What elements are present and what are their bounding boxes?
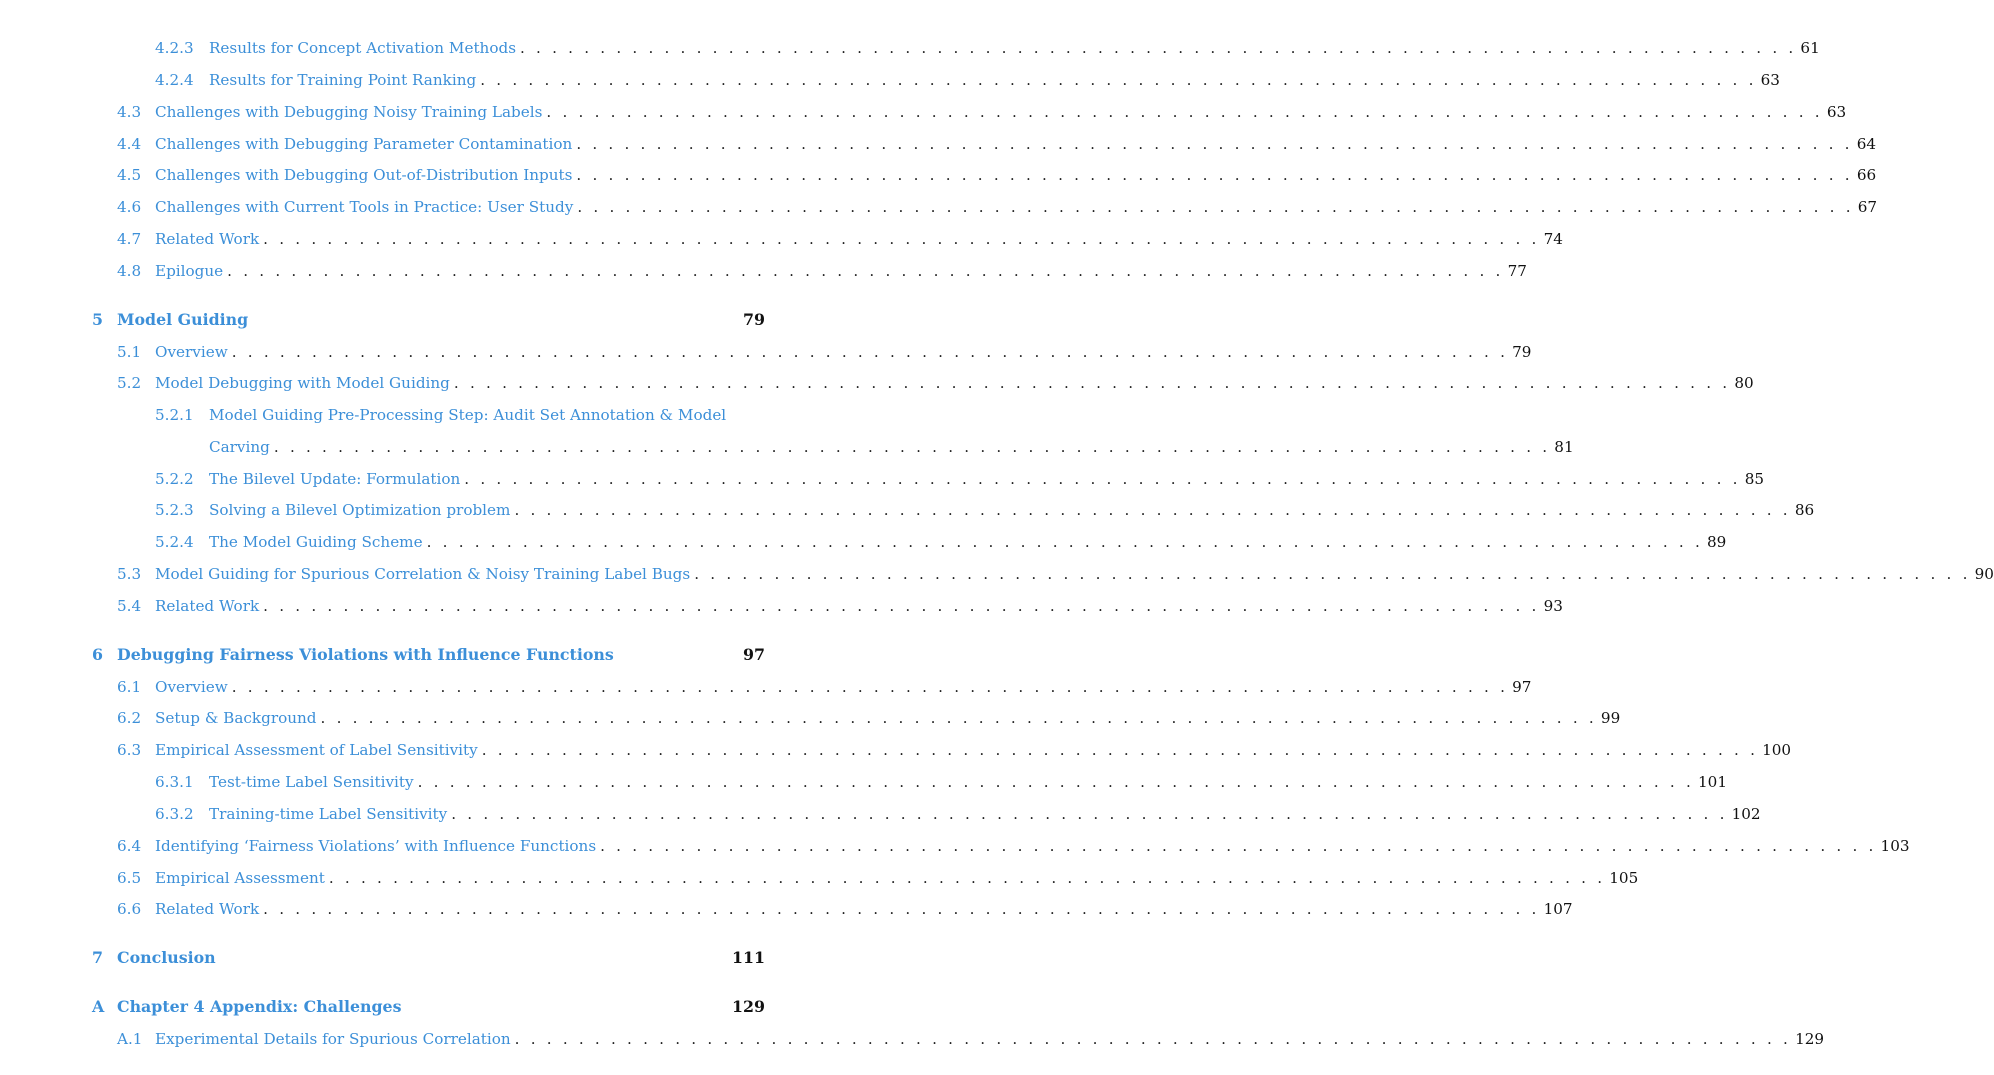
page-number: 63 bbox=[1826, 103, 1847, 121]
entry-number: 4.2.4 bbox=[155, 71, 194, 89]
toc-chapter-entry[interactable] bbox=[92, 310, 765, 330]
page-number: 111 bbox=[732, 948, 765, 967]
entry-title[interactable]: Identifying ‘Fairness Violations’ with Influence Functions bbox=[155, 837, 597, 855]
entry-title[interactable]: Related Work bbox=[155, 900, 260, 918]
entry-number: 5.2.4 bbox=[155, 533, 194, 551]
dot-leader: . . . . . . . . . . . . . . . . . . . . . . . . . . . . . . . . . . . . . . . . . . . . . . . . . . . . . . . . . . . . . . . . . . . . . . . . . . . . . . . . bbox=[694, 565, 1971, 583]
page-number: 129 bbox=[732, 997, 765, 1016]
entry-title[interactable]: Challenges with Debugging Noisy Training Labels bbox=[155, 103, 543, 121]
page-number: 89 bbox=[1706, 533, 1727, 551]
entry-number: 6.3.2 bbox=[155, 805, 194, 823]
page-number: 66 bbox=[1856, 166, 1877, 184]
entry-title[interactable]: Challenges with Debugging Parameter Contamination bbox=[155, 135, 573, 153]
page-number: 79 bbox=[1512, 343, 1532, 361]
dot-leader: . . . . . . . . . . . . . . . . . . . . . . . . . . . . . . . . . . . . . . . . . . . . . . . . . . . . . . . . . . . . . . . . . . . . . . . . . . . . . . . . bbox=[514, 1030, 1792, 1048]
dot-leader: . . . . . . . . . . . . . . . . . . . . . . . . . . . . . . . . . . . . . . . . . . . . . . . . . . . . . . . . . . . . . . . . . . . . . . . . . . . . . . . . bbox=[227, 262, 1504, 280]
entry-title[interactable]: Overview bbox=[155, 678, 228, 696]
page-number: 129 bbox=[1795, 1030, 1825, 1048]
toc-entry[interactable] bbox=[117, 899, 1573, 919]
entry-title[interactable]: Conclusion bbox=[117, 948, 216, 967]
entry-number: 4.3 bbox=[117, 103, 142, 121]
entry-number: 6.1 bbox=[117, 678, 142, 696]
dot-leader: . . . . . . . . . . . . . . . . . . . . . . . . . . . . . . . . . . . . . . . . . . . . . . . . . . . . . . . . . . . . . . . . . . . . . . . . . . . . . . . . bbox=[577, 198, 1854, 216]
page-number: 97 bbox=[743, 645, 765, 664]
page-number: 81 bbox=[1554, 438, 1574, 456]
dot-leader: . . . . . . . . . . . . . . . . . . . . . . . . . . . . . . . . . . . . . . . . . . . . . . . . . . . . . . . . . . . . . . . . . . . . . . . . . . . . . . . . bbox=[231, 678, 1509, 696]
dot-leader: . . . . . . . . . . . . . . . . . . . . . . . . . . . . . . . . . . . . . . . . . . . . . . . . . . . . . . . . . . . . . . . . . . . . . . . . . . . . . . . . bbox=[273, 438, 1551, 456]
toc-entry[interactable] bbox=[117, 102, 1847, 122]
dot-leader: . . . . . . . . . . . . . . . . . . . . . . . . . . . . . . . . . . . . . . . . . . . . . . . . . . . . . . . . . . . . . . . . . . . . . . . . . . . . . . . . bbox=[263, 900, 1540, 918]
entry-number: 6.3 bbox=[117, 741, 142, 759]
entry-title[interactable]: Related Work bbox=[155, 597, 260, 615]
page-number: 64 bbox=[1856, 135, 1877, 153]
toc-entry[interactable] bbox=[117, 261, 1527, 281]
entry-number: 6.4 bbox=[117, 837, 142, 855]
entry-number: 5.3 bbox=[117, 565, 142, 583]
toc-entry[interactable] bbox=[155, 469, 1765, 489]
dot-leader: . . . . . . . . . . . . . . . . . . . . . . . . . . . . . . . . . . . . . . . . . . . . . . . . . . . . . . . . . . . . . . . . . . . . . . . . . . . . . . . . bbox=[546, 103, 1823, 121]
dot-leader: . . . . . . . . . . . . . . . . . . . . . . . . . . . . . . . . . . . . . . . . . . . . . . . . . . . . . . . . . . . . . . . . . . . . . . . . . . . . . . . . bbox=[231, 343, 1509, 361]
entry-title[interactable]: Overview bbox=[155, 343, 228, 361]
entry-number: 5.2.1 bbox=[155, 406, 194, 424]
page-number: 107 bbox=[1543, 900, 1573, 918]
toc-entry[interactable] bbox=[117, 677, 1532, 697]
dot-leader: . . . . . . . . . . . . . . . . . . . . . . . . . . . . . . . . . . . . . . . . . . . . . . . . . . . . . . . . . . . . . . . . . . . . . . . . . . . . . . . . bbox=[576, 166, 1853, 184]
entry-title[interactable]: Related Work bbox=[155, 230, 260, 248]
toc-chapter-entry[interactable] bbox=[92, 997, 765, 1017]
entry-number: 6.3.1 bbox=[155, 773, 194, 791]
entry-number: 4.4 bbox=[117, 135, 142, 153]
entry-title[interactable]: Model Debugging with Model Guiding bbox=[155, 374, 450, 392]
dot-leader: . . . . . . . . . . . . . . . . . . . . . . . . . . . . . . . . . . . . . . . . . . . . . . . . . . . . . . . . . . . . . . . . . . . . . . . . . . . . . . . . bbox=[481, 741, 1759, 759]
entry-title[interactable]: Empirical Assessment bbox=[155, 869, 325, 887]
dot-leader: . . . . . . . . . . . . . . . . . . . . . . . . . . . . . . . . . . . . . . . . . . . . . . . . . . . . . . . . . . . . . . . . . . . . . . . . . . . . . . . . bbox=[480, 71, 1757, 89]
page-number: 100 bbox=[1762, 741, 1792, 759]
entry-title[interactable]: Experimental Details for Spurious Correlation bbox=[155, 1030, 511, 1048]
entry-title[interactable]: Setup & Background bbox=[155, 709, 317, 727]
entry-number: 6 bbox=[92, 645, 103, 664]
dot-leader: . . . . . . . . . . . . . . . . . . . . . . . . . . . . . . . . . . . . . . . . . . . . . . . . . . . . . . . . . . . . . . . . . . . . . . . . . . . . . . . . bbox=[426, 533, 1703, 551]
page-number: 61 bbox=[1800, 39, 1820, 57]
toc-entry[interactable] bbox=[117, 229, 1563, 249]
toc-entry[interactable] bbox=[117, 708, 1621, 728]
toc-chapter-entry[interactable] bbox=[92, 948, 765, 968]
toc-entry[interactable] bbox=[117, 564, 1994, 584]
entry-title-continuation[interactable]: Carving bbox=[209, 438, 270, 456]
page-number: 74 bbox=[1543, 230, 1563, 248]
page-number: 85 bbox=[1744, 470, 1765, 488]
page-number: 90 bbox=[1974, 565, 1994, 583]
toc-entry[interactable] bbox=[155, 772, 1727, 792]
page-number: 103 bbox=[1880, 837, 1910, 855]
toc-entry-continuation[interactable] bbox=[209, 437, 1574, 457]
toc-entry[interactable] bbox=[155, 500, 1815, 520]
entry-number: 5.1 bbox=[117, 343, 142, 361]
entry-number: 5.2.2 bbox=[155, 470, 194, 488]
dot-leader: . . . . . . . . . . . . . . . . . . . . . . . . . . . . . . . . . . . . . . . . . . . . . . . . . . . . . . . . . . . . . . . . . . . . . . . . . . . . . . . . bbox=[320, 709, 1597, 727]
dot-leader: . . . . . . . . . . . . . . . . . . . . . . . . . . . . . . . . . . . . . . . . . . . . . . . . . . . . . . . . . . . . . . . . . . . . . . . . . . . . . . . . bbox=[328, 869, 1606, 887]
page-number: 105 bbox=[1609, 869, 1639, 887]
entry-number: 4.8 bbox=[117, 262, 142, 280]
dot-leader: . . . . . . . . . . . . . . . . . . . . . . . . . . . . . . . . . . . . . . . . . . . . . . . . . . . . . . . . . . . . . . . . . . . . . . . . . . . . . . . . bbox=[514, 501, 1791, 519]
dot-leader: . . . . . . . . . . . . . . . . . . . . . . . . . . . . . . . . . . . . . . . . . . . . . . . . . . . . . . . . . . . . . . . . . . . . . . . . . . . . . . . . bbox=[451, 805, 1728, 823]
toc-entry[interactable] bbox=[117, 197, 1878, 217]
entry-number: 4.6 bbox=[117, 198, 142, 216]
page-number: 93 bbox=[1543, 597, 1563, 615]
entry-number: 5.2 bbox=[117, 374, 142, 392]
toc-entry[interactable] bbox=[117, 740, 1792, 760]
entry-number: 5.4 bbox=[117, 597, 142, 615]
page-number: 102 bbox=[1731, 805, 1761, 823]
page-number: 67 bbox=[1857, 198, 1878, 216]
toc-entry[interactable] bbox=[117, 836, 1910, 856]
toc-entry[interactable] bbox=[117, 868, 1639, 888]
entry-title[interactable]: Chapter 4 Appendix: Challenges bbox=[117, 997, 402, 1016]
dot-leader: . . . . . . . . . . . . . . . . . . . . . . . . . . . . . . . . . . . . . . . . . . . . . . . . . . . . . . . . . . . . . . . . . . . . . . . . . . . . . . . . bbox=[263, 230, 1540, 248]
toc-chapter-entry[interactable] bbox=[92, 645, 765, 665]
entry-title[interactable]: Test-time Label Sensitivity bbox=[209, 773, 414, 791]
entry-title[interactable]: Results for Concept Activation Methods bbox=[209, 39, 516, 57]
entry-number: 6.5 bbox=[117, 869, 142, 887]
entry-title[interactable]: Epilogue bbox=[155, 262, 224, 280]
entry-title[interactable]: Model Guiding bbox=[117, 310, 249, 329]
toc-entry[interactable] bbox=[155, 38, 1820, 58]
entry-title[interactable]: Model Guiding Pre-Processing Step: Audit Set Annotation & Model bbox=[209, 406, 727, 424]
entry-title[interactable]: Solving a Bilevel Optimization problem bbox=[209, 501, 511, 519]
dot-leader: . . . . . . . . . . . . . . . . . . . . . . . . . . . . . . . . . . . . . . . . . . . . . . . . . . . . . . . . . . . . . . . . . . . . . . . . . . . . . . . . bbox=[600, 837, 1877, 855]
page-number: 80 bbox=[1734, 374, 1754, 392]
entry-number: 4.2.3 bbox=[155, 39, 194, 57]
toc-entry[interactable] bbox=[155, 804, 1761, 824]
toc-entry[interactable] bbox=[117, 134, 1877, 154]
entry-title[interactable]: The Model Guiding Scheme bbox=[209, 533, 423, 551]
page-number: 101 bbox=[1698, 773, 1727, 791]
entry-title[interactable]: The Bilevel Update: Formulation bbox=[209, 470, 461, 488]
entry-title[interactable]: Results for Training Point Ranking bbox=[209, 71, 477, 89]
dot-leader: . . . . . . . . . . . . . . . . . . . . . . . . . . . . . . . . . . . . . . . . . . . . . . . . . . . . . . . . . . . . . . . . . . . . . . . . . . . . . . . . bbox=[520, 39, 1797, 57]
toc-entry[interactable] bbox=[155, 405, 765, 425]
page-number: 97 bbox=[1512, 678, 1532, 696]
toc-entry[interactable] bbox=[117, 596, 1563, 616]
dot-leader: . . . . . . . . . . . . . . . . . . . . . . . . . . . . . . . . . . . . . . . . . . . . . . . . . . . . . . . . . . . . . . . . . . . . . . . . . . . . . . . . bbox=[576, 135, 1853, 153]
toc-entry[interactable] bbox=[117, 165, 1877, 185]
toc-entry[interactable] bbox=[117, 342, 1532, 362]
entry-number: 4.5 bbox=[117, 166, 142, 184]
toc-entry[interactable] bbox=[155, 70, 1780, 90]
entry-title[interactable]: Training-time Label Sensitivity bbox=[209, 805, 448, 823]
page-number: 99 bbox=[1600, 709, 1621, 727]
dot-leader: . . . . . . . . . . . . . . . . . . . . . . . . . . . . . . . . . . . . . . . . . . . . . . . . . . . . . . . . . . . . . . . . . . . . . . . . . . . . . . . . bbox=[417, 773, 1694, 791]
page-number: 63 bbox=[1760, 71, 1780, 89]
page-number: 86 bbox=[1794, 501, 1815, 519]
entry-title[interactable]: Debugging Fairness Violations with Influence Functions bbox=[117, 645, 614, 664]
entry-title[interactable]: Model Guiding for Spurious Correlation & Noisy Training Label Bugs bbox=[155, 565, 691, 583]
page-number: 77 bbox=[1507, 262, 1527, 280]
entry-number: 5 bbox=[92, 310, 103, 329]
entry-title[interactable]: Challenges with Debugging Out-of-Distribution Inputs bbox=[155, 166, 573, 184]
dot-leader: . . . . . . . . . . . . . . . . . . . . . . . . . . . . . . . . . . . . . . . . . . . . . . . . . . . . . . . . . . . . . . . . . . . . . . . . . . . . . . . . bbox=[263, 597, 1540, 615]
entry-number: A.1 bbox=[117, 1030, 143, 1048]
toc-entry[interactable] bbox=[117, 373, 1754, 393]
toc-entry[interactable] bbox=[155, 532, 1727, 552]
page-number: 79 bbox=[743, 310, 765, 329]
dot-leader: . . . . . . . . . . . . . . . . . . . . . . . . . . . . . . . . . . . . . . . . . . . . . . . . . . . . . . . . . . . . . . . . . . . . . . . . . . . . . . . . bbox=[464, 470, 1741, 488]
entry-number: 6.2 bbox=[117, 709, 142, 727]
entry-number: 4.7 bbox=[117, 230, 142, 248]
entry-title[interactable]: Challenges with Current Tools in Practice: User Study bbox=[155, 198, 574, 216]
entry-number: A bbox=[92, 997, 105, 1016]
toc-entry[interactable] bbox=[117, 1029, 1825, 1049]
entry-number: 6.6 bbox=[117, 900, 142, 918]
entry-title[interactable]: Empirical Assessment of Label Sensitivity bbox=[155, 741, 478, 759]
entry-number: 7 bbox=[92, 948, 103, 967]
dot-leader: . . . . . . . . . . . . . . . . . . . . . . . . . . . . . . . . . . . . . . . . . . . . . . . . . . . . . . . . . . . . . . . . . . . . . . . . . . . . . . . . bbox=[453, 374, 1731, 392]
entry-number: 5.2.3 bbox=[155, 501, 194, 519]
